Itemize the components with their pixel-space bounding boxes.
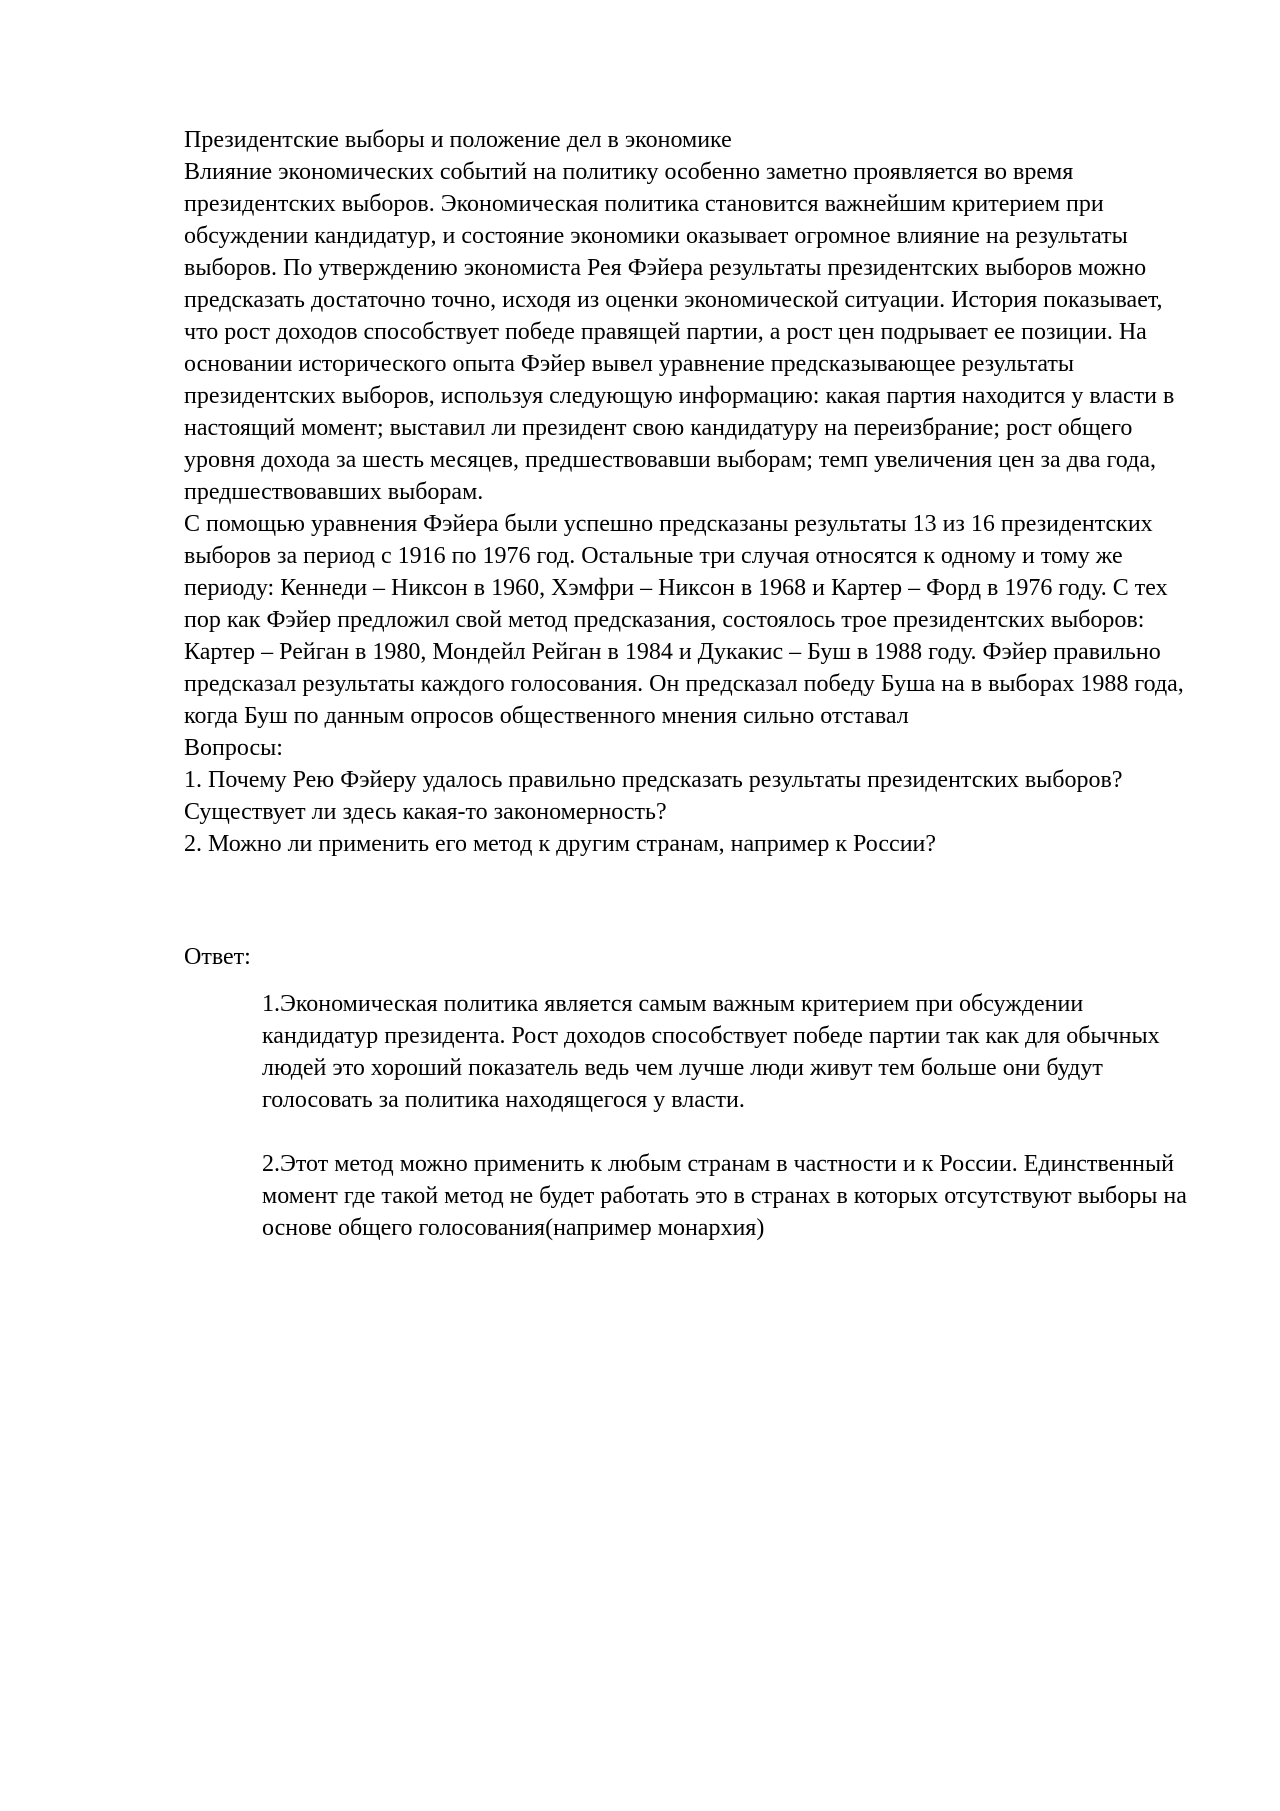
question-2: 2. Можно ли применить его метод к другим странам, например к России? — [184, 831, 937, 857]
answer-1: 1.Экономическая политика является самым важным критерием при обсуждении кандидатур президента. Рост доходов способствует победе партии так как для обычных людей это хороший показатель ведь чем лучше люди живут тем больше они будут голосовать за политика находящегося у власти. — [262, 991, 1160, 1113]
answer-2: 2.Этот метод можно применить к любым странам в частности и к России. Единственный момент где такой метод не будет работать это в странах в которых отсутствуют выборы на основе общего голосования(например монархия) — [262, 1151, 1187, 1241]
document-title: Президентские выборы и положение дел в экономике — [184, 127, 732, 153]
questions-heading: Вопросы: — [184, 735, 283, 761]
paragraph-intro: Влияние экономических событий на политику особенно заметно проявляется во время президентских выборов. Экономическая политика становится важнейшим критерием при обсуждении кандидатур, и состояние экономики оказывает огромное влияние на результаты выборов. По утверждению экономиста Рея Фэйера результаты президентских выборов можно предсказать достаточно точно, исходя из оценки экономической ситуации. История показывает, что рост доходов способствует победе правящей партии, а рост цен подрывает ее позиции. На основании исторического опыта Фэйер вывел уравнение предсказывающее результаты президентских выборов, используя следующую информацию: какая партия находится у власти в настоящий момент; выставил ли президент свою кандидатуру на переизбрание; рост общего уровня дохода за шесть месяцев, предшествовавши выборам; темп увеличения цен за два года, предшествовавших выборам. — [184, 159, 1175, 505]
paragraph-predictions: С помощью уравнения Фэйера были успешно предсказаны результаты 13 из 16 президентских выборов за период с 1916 по 1976 год. Остальные три случая относятся к одному и тому же периоду: Кеннеди – Никсон в 1960, Хэмфри – Никсон в 1968 и Картер – Форд в 1976 году. С тех пор как Фэйер предложил свой метод предсказания, состоялось трое президентских выборов: Картер – Рейган в 1980, Мондейл Рейган в 1984 и Дукакис – Буш в 1988 году. Фэйер правильно предсказал результаты каждого голосования. Он предсказал победу Буша на в выборах 1988 года, когда Буш по данным опросов общественного мнения сильно отставал — [184, 511, 1184, 729]
answer-heading: Ответ: — [184, 944, 251, 970]
document-body — [184, 124, 1194, 860]
answers-block — [262, 988, 1192, 1244]
question-1: 1. Почему Рею Фэйеру удалось правильно предсказать результаты президентских выборов? Существует ли здесь какая-то закономерность? — [184, 767, 1123, 825]
